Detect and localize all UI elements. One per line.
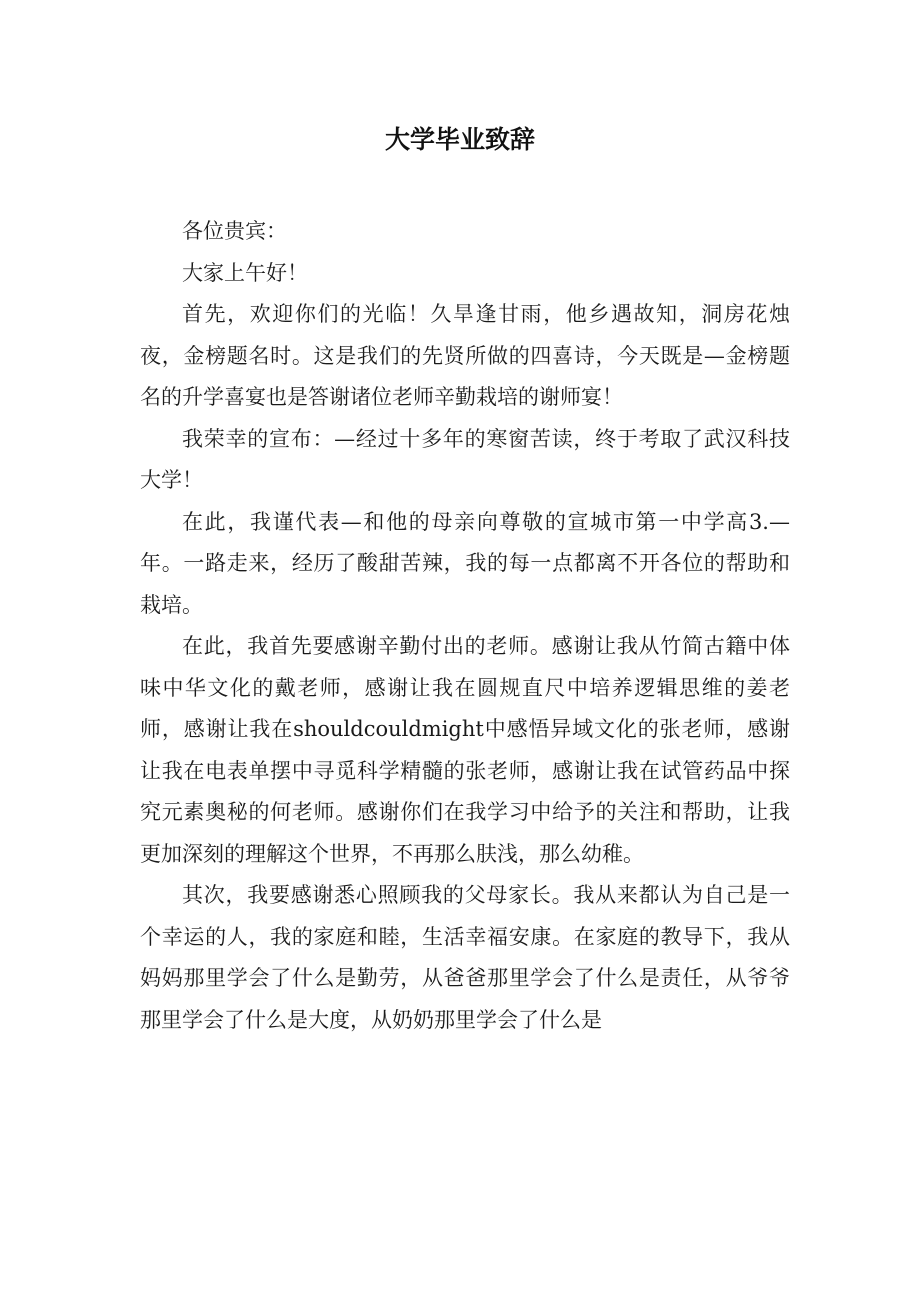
document-body — [140, 211, 790, 1041]
paragraph-salutation: 各位贵宾： — [182, 219, 287, 243]
paragraph-welcome: 首先，欢迎你们的光临！久旱逢甘雨，他乡遇故知，洞房花烛夜，金榜题名时。这是我们的先贤所做的四喜诗，今天既是—金榜题名的升学喜宴也是答谢诸位老师辛勤栽培的谢师宴！ — [140, 302, 790, 409]
paragraph-representation: 在此，我谨代表—和他的母亲向尊敬的宣城市第一中学高3.—年。一路走来，经历了酸甜苦辣，我的每一点都离不开各位的帮助和栽培。 — [140, 509, 790, 617]
paragraph-announcement: 我荣幸的宣布：—经过十多年的寒窗苦读，终于考取了武汉科技大学！ — [140, 426, 790, 492]
paragraph-greeting: 大家上午好！ — [182, 260, 308, 285]
paragraph-thanks-teachers: 在此，我首先要感谢辛勤付出的老师。感谢让我从竹简古籍中体味中华文化的戴老师，感谢让我在圆规直尺中培养逻辑思维的姜老师，感谢让我在shouldcouldmight中感悟异域文化的张老师，感谢让我在电表单摆中寻觅科学精髓的张老师，感谢让我在试管药品中探究元素奥秘的何老师。感谢你们在我学习中给予的关注和帮助，让我更加深刻的理解这个世界，不再那么肤浅，那么幼稚。 — [140, 634, 790, 866]
document-title: 大学毕业致辞 — [384, 125, 535, 154]
paragraph-thanks-parents: 其次，我要感谢悉心照顾我的父母家长。我从来都认为自己是一个幸运的人，我的家庭和睦，生活幸福安康。在家庭的教导下，我从妈妈那里学会了什么是勤劳，从爸爸那里学会了什么是责任，从爷爷那里学会了什么是大度，从奶奶那里学会了什么是 — [140, 883, 790, 1032]
